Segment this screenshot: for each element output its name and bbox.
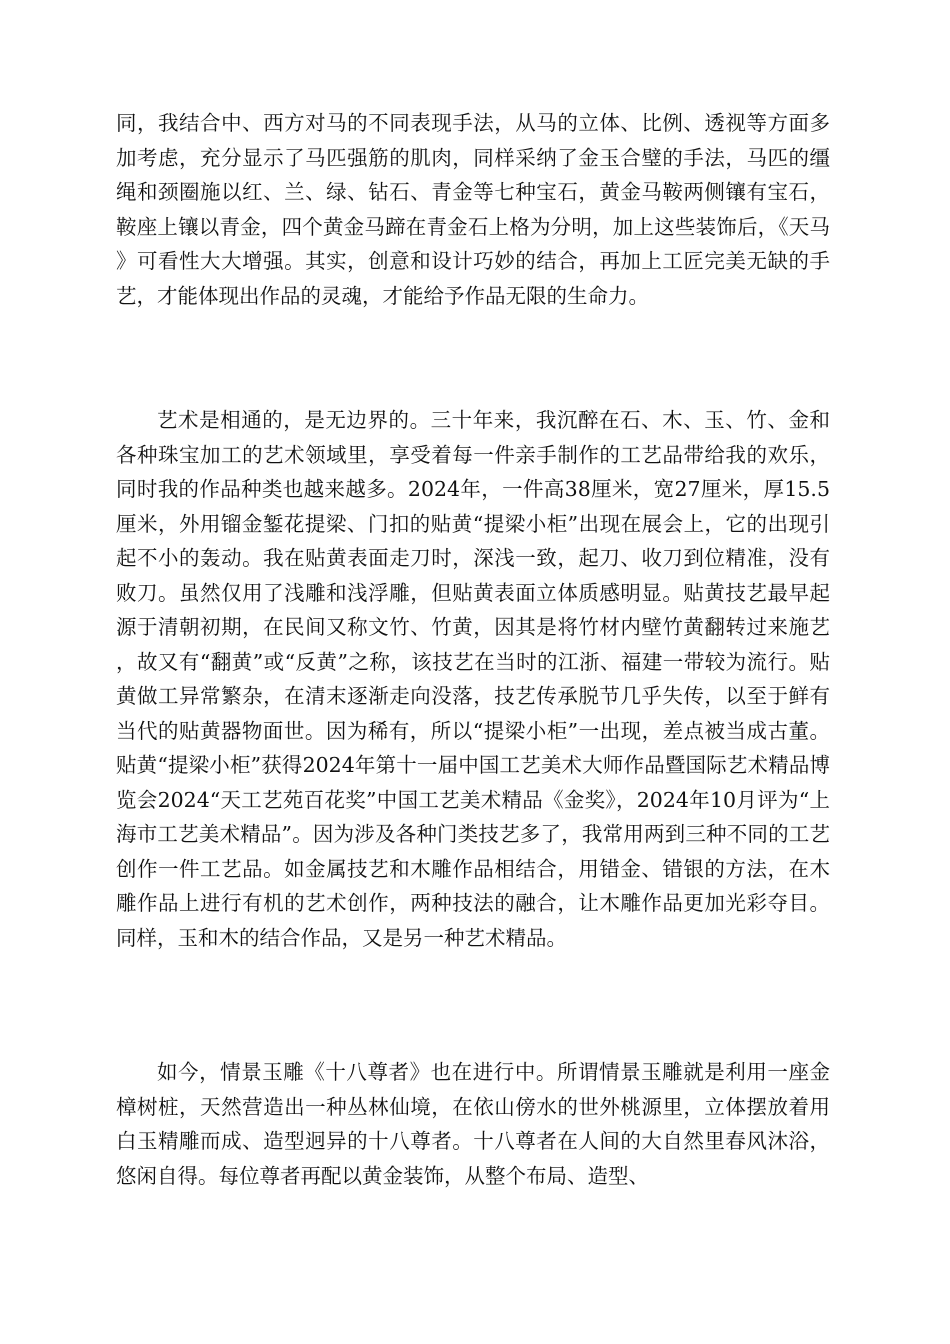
paragraph-3: 如今，情景玉雕《十八尊者》也在进行中。所谓情景玉雕就是利用一座金樟树桩，天然营造出一种丛林仙境，在依山傍水的世外桃源里，立体摆放着用白玉精雕而成、造型迥异的十八尊者。十八尊者在人间的大自然里春风沐浴，悠闲自得。每位尊者再配以黄金装饰，从整个布局、造型、 (116, 1060, 830, 1188)
paragraph-2: 艺术是相通的，是无边界的。三十年来，我沉醉在石、木、玉、竹、金和各种珠宝加工的艺术领域里，享受着每一件亲手制作的工艺品带给我的欢乐，同时我的作品种类也越来越多。2024年，一件高38厘米，宽27厘米，厚15.5厘米，外用镏金錾花提梁、门扣的贴黄“提梁小柜”出现在展会上，它的出现引起不小的轰动。我在贴黄表面走刀时，深浅一致，起刀、收刀到位精准，没有败刀。虽然仅用了浅雕和浅浮雕，但贴黄表面立体质感明显。贴黄技艺最早起源于清朝初期，在民间又称文竹、竹黄，因其是将竹材内壁竹黄翻转过来施艺，故又有“翻黄”或“反黄”之称，该技艺在当时的江浙、福建一带较为流行。贴黄做工异常繁杂，在清末逐渐走向没落，技艺传承脱节几乎失传，以至于鲜有当代的贴黄器物面世。因为稀有，所以“提梁小柜”一出现，差点被当成古董。贴黄“提梁小柜”获得2024年第十一届中国工艺美术大师作品暨国际艺术精品博览会2024“天工艺苑百花奖”中国工艺美术精品《金奖》，2024年10月评为“上海市工艺美术精品”。因为涉及各种门类技艺多了，我常用两到三种不同的工艺创作一件工艺品。如金属技艺和木雕作品相结合，用错金、错银的方法，在木雕作品上进行有机的艺术创作，两种技法的融合，让木雕作品更加光彩夺目。同样，玉和木的结合作品，又是另一种艺术精品。 (116, 408, 830, 950)
paragraph-1: 同，我结合中、西方对马的不同表现手法，从马的立体、比例、透视等方面多加考虑，充分显示了马匹强筋的肌肉，同样采纳了金玉合璧的手法，马匹的缰绳和颈圈施以红、兰、绿、钻石、青金等七种宝石，黄金马鞍两侧镶有宝石，鞍座上镶以青金，四个黄金马蹄在青金石上格为分明，加上这些装饰后，《天马》可看性大大增强。其实，创意和设计巧妙的结合，再加上工匠完美无缺的手艺，才能体现出作品的灵魂，才能给予作品无限的生命力。 (116, 111, 830, 308)
